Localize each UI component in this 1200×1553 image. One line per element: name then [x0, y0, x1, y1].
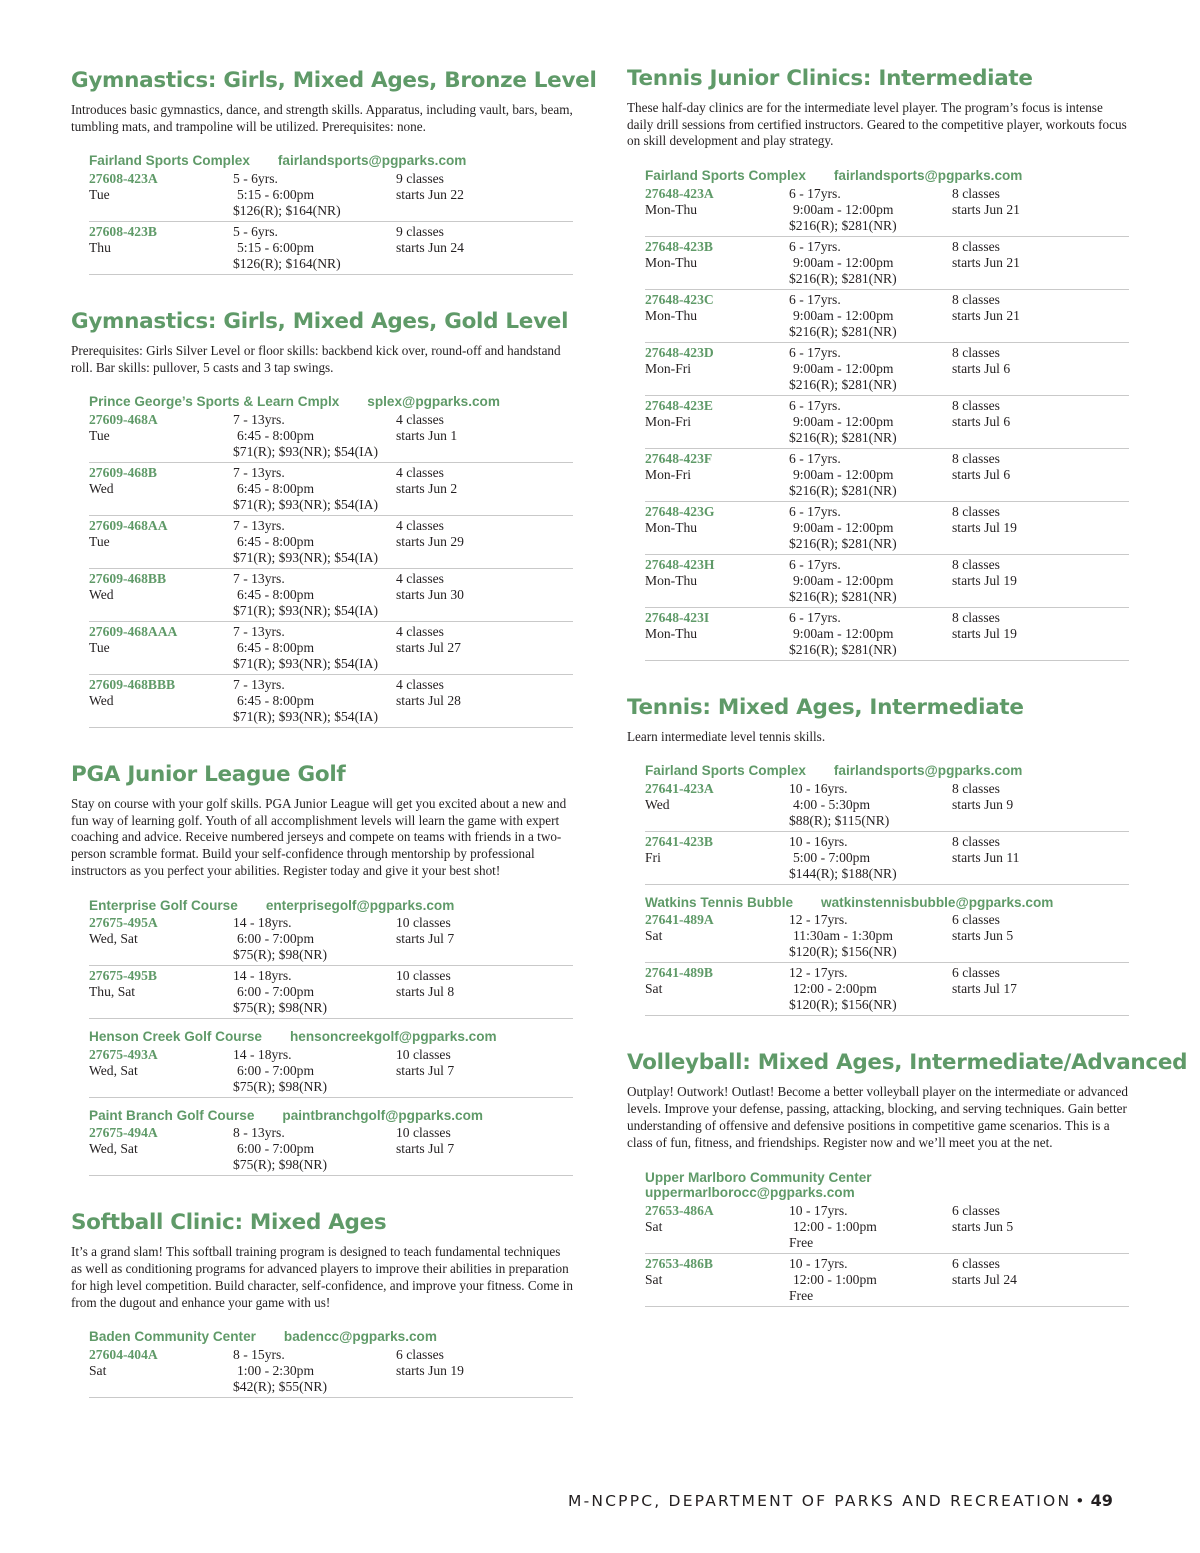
class-fee: $144(R); $188(NR): [789, 865, 897, 881]
class-count: 8 classes: [952, 238, 1000, 254]
class-days: Tue: [89, 186, 110, 202]
start-date: starts Jul 6: [952, 360, 1011, 376]
class-fee: $216(R); $281(NR): [789, 323, 897, 339]
class-days: Wed, Sat: [89, 931, 138, 947]
class-count: 10 classes: [396, 968, 451, 984]
class-row: [89, 410, 573, 463]
class-time: 9:00am - 12:00pm: [793, 254, 894, 270]
class-code: 27641-489A: [645, 912, 714, 928]
class-code: 27648-423H: [645, 556, 715, 572]
class-days: Mon-Fri: [645, 360, 692, 376]
class-count: 10 classes: [396, 1046, 451, 1062]
class-code: 27648-423I: [645, 609, 710, 625]
class-time: 5:15 - 6:00pm: [237, 239, 315, 255]
class-time: 6:00 - 7:00pm: [237, 1141, 315, 1157]
program-section: [71, 68, 597, 275]
class-code: 27609-468BBB: [89, 676, 176, 692]
class-days: Sat: [645, 981, 663, 997]
class-count: 8 classes: [952, 344, 1000, 360]
class-fee: $216(R); $281(NR): [789, 641, 897, 657]
class-row: [89, 966, 573, 1019]
class-time: 9:00am - 12:00pm: [793, 466, 894, 482]
class-time: 6:00 - 7:00pm: [237, 984, 315, 1000]
class-row: [645, 555, 1129, 608]
age-range: 6 - 17yrs.: [789, 503, 841, 519]
program-title: Tennis: Mixed Ages, Intermediate: [627, 694, 1024, 720]
class-fee: $75(R); $98(NR): [233, 947, 328, 963]
class-fee: $71(R); $93(NR); $54(IA): [233, 443, 378, 459]
program-description: It’s a grand slam! This softball training program is designed to teach fundamental techniques as well as conditioning programs for advanced players to improve their abilities in preparation for high level competition. Build character, self-confidence, and improve your fitness. Come in from the dugout and enhance your game with us!: [71, 1244, 573, 1310]
class-days: Mon-Fri: [645, 466, 692, 482]
program-description: These half-day clinics are for the intermediate level player. The program’s focus is intense daily drill sessions from certified instructors. Geared to the competitive player, workouts focus on skill development and play strategy.: [627, 99, 1127, 149]
class-row: [645, 832, 1129, 885]
program-title: Gymnastics: Girls, Mixed Ages, Bronze Level: [71, 68, 597, 93]
class-days: Sat: [645, 1218, 663, 1234]
right-column: [627, 66, 1188, 1341]
page-number: 49: [1090, 1491, 1113, 1510]
class-fee: $75(R); $98(NR): [233, 1157, 328, 1173]
start-date: starts Jul 28: [396, 692, 461, 708]
class-time: 5:15 - 6:00pm: [237, 186, 315, 202]
class-row: [645, 237, 1129, 290]
start-date: starts Jul 6: [952, 466, 1011, 482]
class-count: 6 classes: [396, 1346, 444, 1362]
class-count: 8 classes: [952, 503, 1000, 519]
class-code: 27609-468B: [89, 464, 157, 480]
class-count: 10 classes: [396, 915, 451, 931]
age-range: 5 - 6yrs.: [233, 223, 278, 239]
class-fee: $120(R); $156(NR): [789, 997, 897, 1013]
class-time: 9:00am - 12:00pm: [793, 572, 894, 588]
class-row: [89, 913, 573, 966]
location-block: [89, 1023, 573, 1098]
class-fee: $71(R); $93(NR); $54(IA): [233, 602, 378, 618]
class-count: 8 classes: [952, 291, 1000, 307]
location-name: Henson Creek Golf Course: [89, 1029, 262, 1045]
location-email-link[interactable]: fairlandsports@pgparks.com: [277, 153, 467, 169]
class-time: 9:00am - 12:00pm: [793, 413, 894, 429]
class-fee: $216(R); $281(NR): [789, 270, 897, 286]
location-block: [89, 1102, 573, 1177]
location-name: Paint Branch Golf Course: [89, 1107, 255, 1123]
class-row: [89, 169, 573, 222]
start-date: starts Jun 21: [952, 254, 1020, 270]
class-code: 27675-493A: [89, 1046, 158, 1062]
class-code: 27609-468BB: [89, 570, 167, 586]
location-header: [89, 1102, 573, 1124]
location-header: [89, 1023, 573, 1045]
class-fee: $216(R); $281(NR): [789, 588, 897, 604]
class-code: 27653-486A: [645, 1202, 714, 1218]
class-days: Wed, Sat: [89, 1062, 138, 1078]
class-fee: $75(R); $98(NR): [233, 1000, 328, 1016]
start-date: starts Jun 1: [396, 427, 458, 443]
class-row: [645, 396, 1129, 449]
class-time: 12:00 - 1:00pm: [793, 1271, 877, 1287]
class-days: Tue: [89, 427, 110, 443]
start-date: starts Jun 11: [952, 849, 1020, 865]
start-date: starts Jul 6: [952, 413, 1011, 429]
class-fee: $126(R); $164(NR): [233, 202, 341, 218]
class-time: 9:00am - 12:00pm: [793, 307, 894, 323]
start-date: starts Jul 19: [952, 625, 1017, 641]
class-row: [89, 1123, 573, 1176]
class-code: 27653-486B: [645, 1255, 713, 1271]
location-header: [645, 889, 1129, 911]
location-block: [645, 757, 1129, 885]
page-footer: [568, 1491, 1132, 1510]
age-range: 10 - 17yrs.: [789, 1202, 848, 1218]
class-count: 9 classes: [396, 170, 444, 186]
location-header: [89, 388, 573, 410]
start-date: starts Jun 30: [396, 586, 464, 602]
age-range: 12 - 17yrs.: [789, 912, 848, 928]
program-section: [71, 309, 573, 728]
start-date: starts Jun 5: [952, 928, 1014, 944]
class-code: 27608-423B: [89, 223, 157, 239]
class-time: 6:00 - 7:00pm: [237, 1062, 315, 1078]
class-row: [645, 608, 1129, 661]
class-days: Tue: [89, 533, 110, 549]
class-code: 27675-494A: [89, 1125, 158, 1141]
age-range: 6 - 17yrs.: [789, 397, 841, 413]
class-row: [645, 343, 1129, 396]
location-block: [645, 1164, 1129, 1307]
class-time: 11:30am - 1:30pm: [793, 928, 893, 944]
location-email-link[interactable]: enterprisegolf@pgparks.com: [265, 897, 455, 913]
age-range: 7 - 13yrs.: [233, 411, 285, 427]
age-range: 7 - 13yrs.: [233, 517, 285, 533]
location-name: Fairland Sports Complex: [645, 763, 806, 779]
class-time: 6:45 - 8:00pm: [237, 639, 315, 655]
age-range: 7 - 13yrs.: [233, 623, 285, 639]
location-block: [89, 388, 573, 728]
location-name: Baden Community Center: [89, 1329, 256, 1345]
location-header: [89, 147, 573, 169]
class-fee: $216(R); $281(NR): [789, 535, 897, 551]
location-name: Fairland Sports Complex: [645, 168, 806, 184]
program-section: [627, 1050, 1188, 1306]
class-code: 27648-423F: [645, 450, 713, 466]
start-date: starts Jun 21: [952, 307, 1020, 323]
class-code: 27648-423E: [645, 397, 713, 413]
class-days: Thu, Sat: [89, 984, 136, 1000]
class-time: 6:45 - 8:00pm: [237, 480, 315, 496]
program-section: [627, 695, 1129, 1017]
age-range: 10 - 16yrs.: [789, 833, 848, 849]
location-name: Enterprise Golf Course: [89, 897, 238, 913]
class-time: 12:00 - 2:00pm: [793, 981, 877, 997]
age-range: 8 - 13yrs.: [233, 1125, 285, 1141]
class-days: Mon-Thu: [645, 201, 698, 217]
class-count: 6 classes: [952, 912, 1000, 928]
location-email-link[interactable]: splex@pgparks.com: [367, 394, 500, 410]
class-row: [645, 184, 1129, 237]
class-time: 6:45 - 8:00pm: [237, 692, 315, 708]
age-range: 14 - 18yrs.: [233, 1046, 292, 1062]
class-row: [645, 1254, 1129, 1307]
class-code: 27675-495B: [89, 968, 157, 984]
age-range: 6 - 17yrs.: [789, 238, 841, 254]
start-date: starts Jul 19: [952, 572, 1017, 588]
location-block: [89, 1323, 573, 1398]
location-email-link[interactable]: fairlandsports@pgparks.com: [833, 763, 1023, 779]
class-count: 6 classes: [952, 1255, 1000, 1271]
location-block: [89, 892, 573, 1020]
start-date: starts Jun 21: [952, 201, 1020, 217]
class-time: 12:00 - 1:00pm: [793, 1218, 877, 1234]
start-date: starts Jul 7: [396, 931, 455, 947]
age-range: 12 - 17yrs.: [789, 965, 848, 981]
class-count: 9 classes: [396, 223, 444, 239]
class-row: [645, 910, 1129, 963]
age-range: 6 - 17yrs.: [789, 556, 841, 572]
class-time: 4:00 - 5:30pm: [793, 796, 871, 812]
class-fee: $88(R); $115(NR): [789, 812, 890, 828]
class-days: Mon-Fri: [645, 413, 692, 429]
start-date: starts Jul 27: [396, 639, 461, 655]
class-row: [645, 963, 1129, 1016]
class-row: [645, 290, 1129, 343]
class-fee: $126(R); $164(NR): [233, 255, 341, 271]
class-days: Wed: [89, 586, 114, 602]
location-header: [645, 162, 1129, 184]
class-days: Wed: [645, 796, 670, 812]
location-email-link[interactable]: paintbranchgolf@pgparks.com: [282, 1107, 483, 1123]
class-row: [645, 449, 1129, 502]
start-date: starts Jun 24: [396, 239, 464, 255]
class-count: 8 classes: [952, 780, 1000, 796]
class-code: 27675-495A: [89, 915, 158, 931]
program-description: Outplay! Outwork! Outlast! Become a better volleyball player on the intermediate or advanced levels. Improve your defense, passing, attacking, blocking, and serving techniques. Gain better understanding of offensive and defensive positions in competitive game scenarios. This is a class of fun, fitness, and friendships. Register now and we’ll meet you at the net.: [627, 1084, 1128, 1150]
class-code: 27609-468A: [89, 411, 158, 427]
start-date: starts Jun 29: [396, 533, 464, 549]
age-range: 10 - 16yrs.: [789, 780, 848, 796]
class-fee: $71(R); $93(NR); $54(IA): [233, 549, 378, 565]
class-count: 10 classes: [396, 1125, 451, 1141]
location-header: [89, 892, 573, 914]
location-name: Prince George’s Sports & Learn Cmplx: [89, 394, 340, 410]
footer-org: M-NCPPC, DEPARTMENT OF PARKS AND RECREATION: [568, 1492, 1072, 1510]
class-fee: $216(R); $281(NR): [789, 217, 897, 233]
class-count: 4 classes: [396, 623, 444, 639]
class-count: 8 classes: [952, 397, 1000, 413]
footer-separator: •: [1075, 1492, 1087, 1510]
class-code: 27604-404A: [89, 1346, 158, 1362]
class-count: 4 classes: [396, 517, 444, 533]
program-description: Prerequisites: Girls Silver Level or floor skills: backbend kick over, round-off and handstand roll. Bar skills: pullover, 5 casts and 3 tap swings.: [71, 342, 561, 375]
class-count: 4 classes: [396, 411, 444, 427]
class-fee: $71(R); $93(NR); $54(IA): [233, 655, 378, 671]
location-header: [89, 1323, 573, 1345]
start-date: starts Jun 9: [952, 796, 1014, 812]
class-code: 27648-423G: [645, 503, 715, 519]
class-count: 8 classes: [952, 450, 1000, 466]
location-block: [645, 889, 1129, 1017]
class-time: 6:45 - 8:00pm: [237, 586, 315, 602]
class-count: 4 classes: [396, 464, 444, 480]
class-row: [89, 675, 573, 728]
class-row: [645, 779, 1129, 832]
class-row: [89, 1345, 573, 1398]
class-code: 27609-468AA: [89, 517, 168, 533]
location-name: Upper Marlboro Community Center: [645, 1169, 872, 1185]
program-title: Gymnastics: Girls, Mixed Ages, Gold Level: [71, 308, 569, 334]
location-email-link[interactable]: hensoncreekgolf@pgparks.com: [289, 1029, 497, 1045]
class-count: 8 classes: [952, 556, 1000, 572]
class-row: [89, 222, 573, 275]
class-days: Sat: [645, 928, 663, 944]
start-date: starts Jun 19: [396, 1362, 464, 1378]
age-range: 6 - 17yrs.: [789, 185, 841, 201]
class-fee: Free: [789, 1234, 814, 1250]
age-range: 7 - 13yrs.: [233, 570, 285, 586]
class-code: 27608-423A: [89, 170, 158, 186]
start-date: starts Jul 17: [952, 981, 1017, 997]
age-range: 6 - 17yrs.: [789, 450, 841, 466]
program-section: [627, 66, 1129, 661]
class-days: Wed: [89, 480, 114, 496]
location-header: [645, 757, 1129, 779]
program-title: Tennis Junior Clinics: Intermediate: [627, 66, 1033, 91]
class-time: 9:00am - 12:00pm: [793, 519, 894, 535]
age-range: 6 - 17yrs.: [789, 609, 841, 625]
class-code: 27641-423A: [645, 780, 714, 796]
start-date: starts Jul 7: [396, 1141, 455, 1157]
class-time: 6:00 - 7:00pm: [237, 931, 315, 947]
class-days: Thu: [89, 239, 111, 255]
program-section: [71, 762, 573, 1176]
class-count: 8 classes: [952, 833, 1000, 849]
age-range: 7 - 13yrs.: [233, 464, 285, 480]
class-fee: Free: [789, 1287, 814, 1303]
start-date: starts Jun 2: [396, 480, 458, 496]
class-count: 8 classes: [952, 185, 1000, 201]
class-fee: $71(R); $93(NR); $54(IA): [233, 708, 378, 724]
class-days: Wed: [89, 692, 114, 708]
age-range: 6 - 17yrs.: [789, 344, 841, 360]
class-time: 9:00am - 12:00pm: [793, 360, 894, 376]
class-row: [645, 502, 1129, 555]
start-date: starts Jul 7: [396, 1062, 455, 1078]
program-description: Stay on course with your golf skills. PGA Junior League will get you excited about a new and fun way of learning golf. Youth of all accomplishment levels will learn the game with expert coaching and advice. Receive numbered jerseys and compete on teams with friends in a two-person scramble format. Build your self-confidence through mentorship by professional instructors as you perfect your abilities. Register today and give it your best shot!: [71, 795, 567, 878]
class-code: 27648-423D: [645, 344, 714, 360]
class-row: [89, 516, 573, 569]
class-days: Sat: [89, 1362, 107, 1378]
age-range: 6 - 17yrs.: [789, 291, 841, 307]
location-block: [89, 147, 573, 275]
location-header: [645, 1164, 1129, 1201]
class-fee: $42(R); $55(NR): [233, 1378, 328, 1394]
age-range: 8 - 15yrs.: [233, 1346, 285, 1362]
location-email-link[interactable]: uppermarlborocc@pgparks.com: [645, 1185, 855, 1200]
program-description: Introduces basic gymnastics, dance, and strength skills. Apparatus, including vault, bars, beam, tumbling mats, and trampoline will be utilized. Prerequisites: none.: [71, 101, 573, 134]
age-range: 14 - 18yrs.: [233, 915, 292, 931]
class-row: [89, 1045, 573, 1098]
location-name: Fairland Sports Complex: [89, 153, 250, 169]
class-count: 6 classes: [952, 965, 1000, 981]
start-date: starts Jul 8: [396, 984, 455, 1000]
class-fee: $71(R); $93(NR); $54(IA): [233, 496, 378, 512]
start-date: starts Jun 5: [952, 1218, 1014, 1234]
class-row: [645, 1201, 1129, 1254]
class-days: Mon-Thu: [645, 254, 698, 270]
class-days: Fri: [645, 849, 661, 865]
location-email-link[interactable]: badencc@pgparks.com: [283, 1329, 437, 1345]
class-row: [89, 622, 573, 675]
program-description: Learn intermediate level tennis skills.: [627, 728, 826, 744]
class-code: 27609-468AAA: [89, 623, 178, 639]
program-section: [71, 1210, 573, 1398]
program-title: PGA Junior League Golf: [71, 761, 346, 787]
class-row: [89, 569, 573, 622]
class-days: Sat: [645, 1271, 663, 1287]
class-fee: $120(R); $156(NR): [789, 944, 897, 960]
class-count: 6 classes: [952, 1202, 1000, 1218]
class-row: [89, 463, 573, 516]
class-code: 27648-423A: [645, 185, 714, 201]
class-count: 4 classes: [396, 570, 444, 586]
class-code: 27641-423B: [645, 833, 713, 849]
location-name: Watkins Tennis Bubble: [645, 894, 794, 910]
class-fee: $216(R); $281(NR): [789, 429, 897, 445]
start-date: starts Jul 19: [952, 519, 1017, 535]
start-date: starts Jul 24: [952, 1271, 1017, 1287]
class-code: 27641-489B: [645, 965, 713, 981]
class-time: 6:45 - 8:00pm: [237, 427, 315, 443]
class-days: Mon-Thu: [645, 572, 698, 588]
class-days: Wed, Sat: [89, 1141, 138, 1157]
class-days: Mon-Thu: [645, 625, 698, 641]
class-days: Mon-Thu: [645, 307, 698, 323]
class-code: 27648-423C: [645, 291, 714, 307]
program-title: Volleyball: Mixed Ages, Intermediate/Advanced: [627, 1050, 1188, 1076]
class-time: 9:00am - 12:00pm: [793, 625, 894, 641]
class-days: Tue: [89, 639, 110, 655]
start-date: starts Jun 22: [396, 186, 464, 202]
class-code: 27648-423B: [645, 238, 713, 254]
location-block: [645, 162, 1129, 661]
age-range: 14 - 18yrs.: [233, 968, 292, 984]
class-count: 4 classes: [396, 676, 444, 692]
class-fee: $216(R); $281(NR): [789, 482, 897, 498]
location-email-link[interactable]: watkinstennisbubble@pgparks.com: [821, 894, 1054, 910]
class-days: Mon-Thu: [645, 519, 698, 535]
class-time: 9:00am - 12:00pm: [793, 201, 894, 217]
class-count: 8 classes: [952, 609, 1000, 625]
class-time: 5:00 - 7:00pm: [793, 849, 871, 865]
class-fee: $75(R); $98(NR): [233, 1078, 328, 1094]
program-title: Softball Clinic: Mixed Ages: [71, 1210, 387, 1236]
class-fee: $216(R); $281(NR): [789, 376, 897, 392]
age-range: 7 - 13yrs.: [233, 676, 285, 692]
location-email-link[interactable]: fairlandsports@pgparks.com: [833, 168, 1023, 184]
age-range: 10 - 17yrs.: [789, 1255, 848, 1271]
class-time: 1:00 - 2:30pm: [237, 1362, 315, 1378]
left-column: [71, 68, 597, 1432]
age-range: 5 - 6yrs.: [233, 170, 278, 186]
class-time: 6:45 - 8:00pm: [237, 533, 315, 549]
